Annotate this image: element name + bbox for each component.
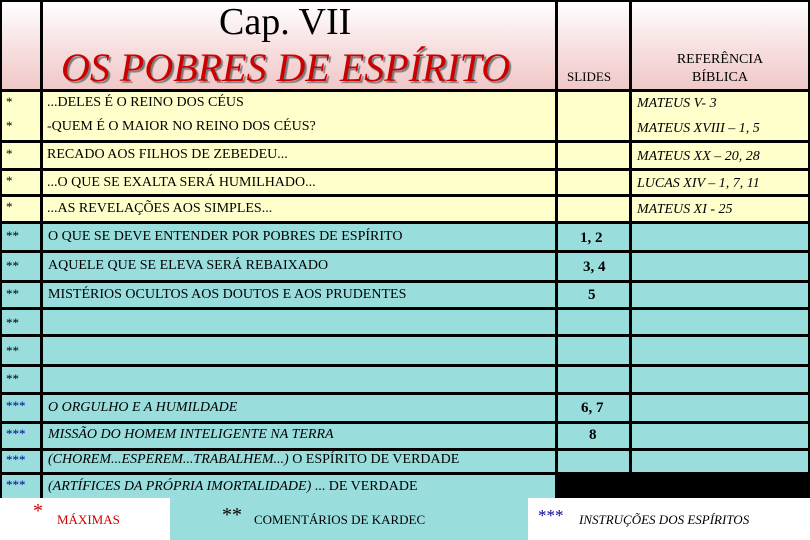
row-mark: ** [6, 258, 19, 273]
topic-cell [43, 224, 555, 250]
row-mark: *** [6, 452, 26, 467]
slides-header: SLIDES [567, 69, 612, 84]
legend-instrucoes-label: INSTRUÇÕES DOS ESPÍRITOS [579, 512, 750, 527]
legend-maximas-label: MÁXIMAS [57, 512, 120, 527]
reference-cell [632, 143, 808, 168]
row-mark: ** [6, 371, 19, 386]
topic-text: -QUEM É O MAIOR NO REINO DOS CÉUS? [47, 119, 316, 134]
legend-comentarios [170, 498, 528, 540]
reference-cell [632, 171, 808, 194]
topic-text: ...DELES É O REINO DOS CÉUS [47, 95, 244, 110]
legend-maximas [0, 498, 170, 540]
row-mark: ** [6, 286, 19, 301]
slide-numbers: 5 [588, 287, 596, 303]
reference-cell [632, 197, 808, 221]
row-mark: * [6, 173, 13, 188]
topic-cell [43, 395, 555, 421]
slides-cell [558, 424, 629, 448]
topic-cell [43, 283, 555, 307]
slides-cell [558, 451, 629, 472]
row-mark: ** [6, 343, 19, 358]
reference-cell [632, 337, 808, 364]
row-mark: * [6, 118, 13, 133]
mark-cell [2, 337, 40, 364]
topic-cell [43, 143, 555, 168]
topic-cell [43, 197, 555, 221]
reference-cell [632, 424, 808, 448]
mark-cell [2, 451, 40, 472]
row-mark: * [6, 94, 13, 109]
slides-cell [558, 310, 629, 334]
topic-cell [43, 367, 555, 392]
slide-numbers: 8 [589, 427, 597, 443]
topic-cell [43, 451, 555, 472]
mark-cell [2, 197, 40, 221]
slides-cell [558, 283, 629, 307]
chapter-title: Cap. VII [219, 1, 352, 43]
topic-text-rest: O ESPÍRITO DE VERDADE [288, 452, 460, 467]
topic-text: ...O QUE SE EXALTA SERÁ HUMILHADO... [47, 175, 316, 190]
topic-text: MISSÃO DO HOMEM INTELIGENTE NA TERRA [48, 427, 334, 442]
topic-text: RECADO AOS FILHOS DE ZEBEDEU... [47, 147, 288, 162]
mark-cell [2, 475, 40, 498]
topic-text-italic: (CHOREM...ESPEREM...TRABALHEM...) [48, 452, 289, 467]
slides-header-cell [558, 2, 629, 89]
mark-cell [2, 395, 40, 421]
legend-instrucoes [528, 498, 810, 540]
reference-cell [632, 367, 808, 392]
row-mark: *** [6, 426, 26, 441]
slides-cell [558, 197, 629, 221]
reference-header-line2: BÍBLICA [692, 70, 748, 85]
header-blank-cell [2, 2, 40, 89]
slides-cell [558, 395, 629, 421]
mark-cell [2, 367, 40, 392]
mark-cell [2, 253, 40, 280]
row-mark: * [6, 146, 13, 161]
row-mark: ** [6, 228, 19, 243]
topic-text-italic: (ARTÍFICES DA PRÓPRIA IMORTALIDADE) [48, 479, 312, 494]
topic-text: O QUE SE DEVE ENTENDER POR POBRES DE ESPÍRITO [48, 229, 403, 244]
row-mark: * [6, 199, 13, 214]
reference-cell [632, 395, 808, 421]
reference-cell [632, 283, 808, 307]
slide-numbers: 1, 2 [580, 230, 603, 246]
reference-header-line1: REFERÊNCIA [676, 52, 764, 67]
topic-text: AQUELE QUE SE ELEVA SERÁ REBAIXADO [48, 258, 329, 273]
topic-cell [43, 310, 555, 334]
mark-cell [2, 310, 40, 334]
reference-text: MATEUS V- 3 [637, 96, 717, 111]
topic-text-rest: ... DE VERDADE [311, 479, 418, 494]
reference-cell [632, 310, 808, 334]
slides-cell [558, 224, 629, 250]
title-cell [43, 2, 555, 89]
topic-text [48, 452, 459, 468]
topic-text [48, 479, 418, 495]
legend-comentarios-label: COMENTÁRIOS DE KARDEC [254, 512, 426, 527]
topic-cell [43, 337, 555, 364]
mark-cell [2, 283, 40, 307]
topic-cell [43, 424, 555, 448]
legend-maximas-mark: * [33, 500, 43, 522]
topic-cell [43, 171, 555, 194]
reference-cell [632, 92, 808, 140]
reference-cell [632, 224, 808, 250]
slides-cell [558, 92, 629, 140]
topic-text: ...AS REVELAÇÕES AOS SIMPLES... [47, 201, 273, 216]
topic-cell [43, 253, 555, 280]
reference-text: MATEUS XVIII – 1, 5 [637, 121, 760, 136]
slides-cell [558, 143, 629, 168]
row-mark: *** [6, 398, 26, 413]
slide-numbers: 6, 7 [581, 400, 604, 416]
footer-legend [0, 498, 810, 540]
topic-text: O ORGULHO E A HUMILDADE [48, 400, 238, 415]
mark-cell [2, 143, 40, 168]
topic-text: MISTÉRIOS OCULTOS AOS DOUTOS E AOS PRUDENTES [48, 287, 407, 302]
mark-cell [2, 424, 40, 448]
slides-cell [558, 253, 629, 280]
reference-text: MATEUS XI - 25 [637, 202, 733, 217]
slides-cell [558, 171, 629, 194]
reference-header-cell [632, 2, 808, 89]
slide-numbers: 3, 4 [583, 259, 606, 275]
topic-cell [43, 475, 555, 498]
reference-text: MATEUS XX – 20, 28 [637, 149, 760, 164]
reference-cell [632, 451, 808, 472]
reference-cell [632, 253, 808, 280]
row-mark: *** [6, 477, 26, 492]
row-mark: ** [6, 315, 19, 330]
legend-instrucoes-mark: *** [538, 506, 564, 525]
topic-cell [43, 92, 555, 140]
legend-comentarios-mark: ** [222, 504, 242, 526]
mark-cell [2, 171, 40, 194]
slides-cell [558, 367, 629, 392]
mark-cell [2, 92, 40, 140]
reference-text: LUCAS XIV – 1, 7, 11 [637, 176, 760, 191]
mark-cell [2, 224, 40, 250]
page-title: OS POBRES DE ESPÍRITO [61, 45, 511, 90]
slides-cell [558, 337, 629, 364]
